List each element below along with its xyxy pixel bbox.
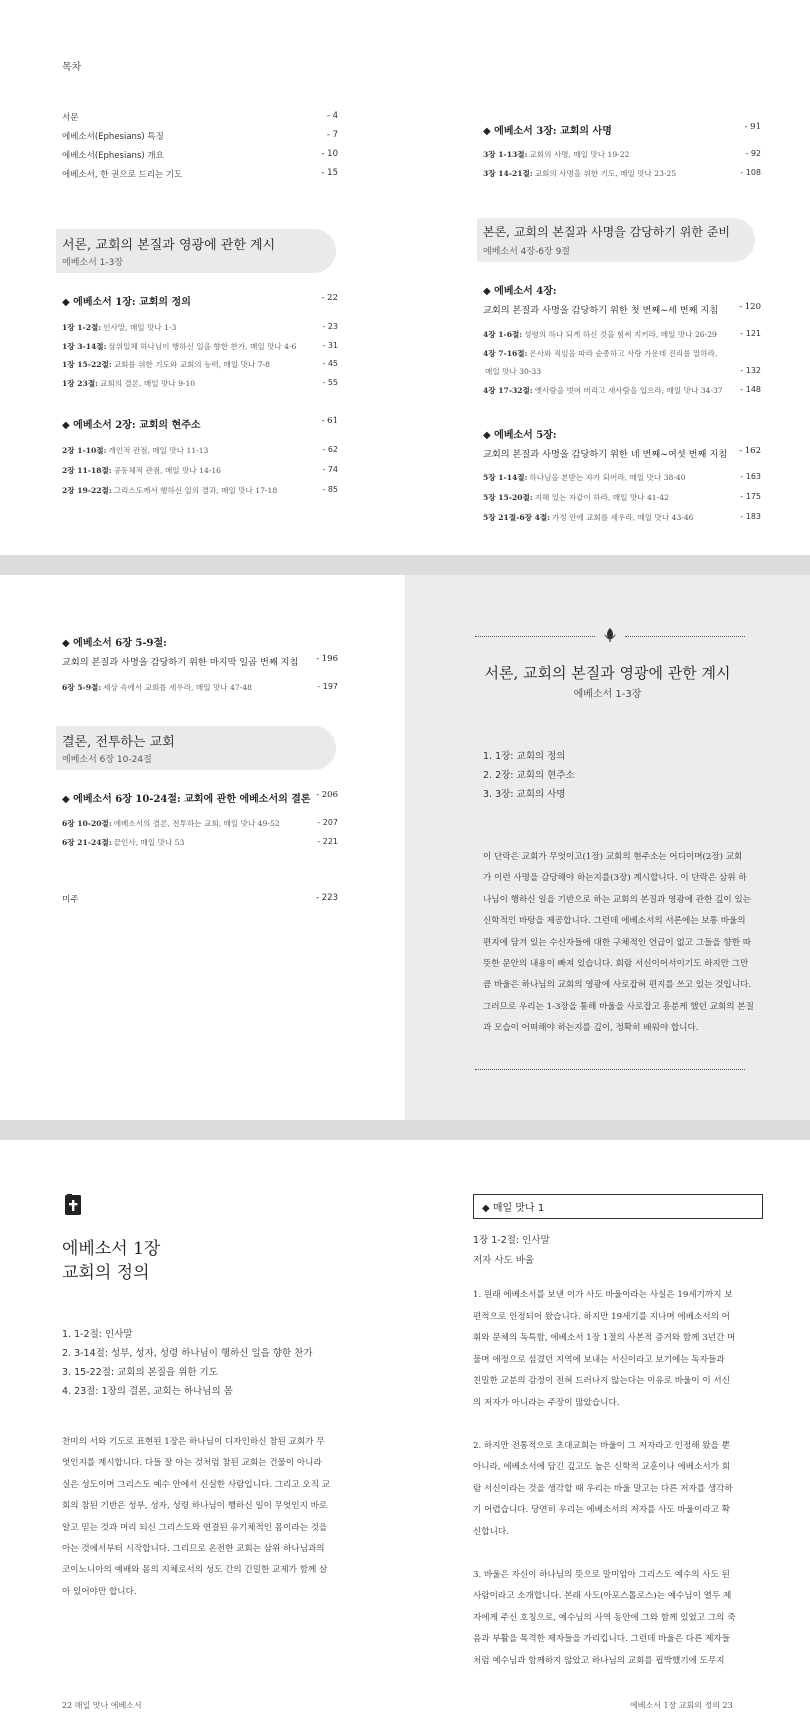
toc-front-item[interactable] — [62, 130, 338, 142]
toc-subitem-page: - 55 — [322, 377, 338, 387]
chapter1-list-item: 4. 23절: 1장의 결론, 교회는 하나님의 몸 — [62, 1386, 233, 1397]
toc-subitem-text: 공동체적 관점, 매일 맛나 14-16 — [113, 466, 222, 475]
toc-ch5-sub — [483, 446, 761, 460]
toc-subitem-text: 매일 맛나 30-33 — [485, 367, 542, 376]
toc-subitem-verse: 6장 21-24절: — [62, 838, 112, 847]
toc-front-item[interactable] — [62, 168, 338, 180]
toc-item-label: 에베소서, 한 권으로 드리는 기도 — [62, 170, 183, 180]
toc-subitem[interactable] — [62, 682, 338, 693]
intro-subtitle: 에베소서 1-3장 — [573, 689, 642, 700]
toc-subitem-verse: 1장 1-2절: — [62, 323, 102, 332]
toc-subitem-text: 교회의 결론, 매일 맛나 9-10 — [99, 378, 196, 388]
toc-subitem-verse: 2장 19-22절: — [62, 486, 112, 495]
toc-subitem-verse: 4장 17-32절: — [483, 385, 533, 395]
toc-subitem[interactable] — [483, 492, 761, 503]
body-line: 아니라, 에베소서에 담긴 깊고도 높은 신학적 교훈이나 에베소서가 회 — [473, 1462, 731, 1473]
toc-intro-spread — [0, 575, 810, 1120]
toc-subitem-text: 끝인사, 매일 맛나 53 — [113, 838, 185, 847]
toc-ch5-page: - 162 — [739, 446, 761, 456]
chapter1-title-line2: 교회의 정의 — [62, 1263, 150, 1283]
toc-subitem-verse: 3장 1-13절: — [483, 150, 528, 159]
body-line: 뜻한 문안의 내용이 빠져 있습니다. 회람 서신이어서이기도 하지만 그만 — [483, 959, 749, 970]
toc-subitem[interactable] — [62, 322, 338, 333]
footer-left: 22 매일 맛나 에베소서 — [62, 1701, 142, 1710]
toc-notes[interactable] — [62, 893, 338, 905]
part3-banner — [56, 726, 336, 770]
leaf-icon — [602, 627, 618, 643]
toc-subitem-verse: 5장 21절-6장 4절: — [483, 513, 551, 522]
toc-subitem-text: 교회를 위한 기도와 교회의 능력, 매일 맛나 7-8 — [113, 360, 270, 369]
body-line: 아는 것에서부터 시작합니다. 그리므로 온전한 교회는 삼위 하나님과의 — [62, 1544, 325, 1555]
body-line: 신학적인 바탕을 제공합니다. 그런데 에베소서의 서론에는 보통 바울의 — [483, 916, 746, 927]
toc-subitem-verse: 1장 23절: — [62, 378, 98, 388]
toc-subitem-page: - 108 — [740, 168, 761, 177]
body-line: 과 모습이 어떠해야 하는지를 깊이, 정확히 배워야 합니다. — [483, 1023, 699, 1034]
body-line: 알고 믿는 것과 머리 되신 그리스도와 연결된 유기체적인 몸이라는 것을 — [62, 1522, 328, 1533]
toc-subitem-label — [62, 682, 252, 693]
toc-subitem-page: - 221 — [317, 837, 338, 846]
body-line: 편지에 담겨 있는 수신자들에 대한 구체적인 언급이 없고 그들을 향한 따 — [483, 937, 752, 948]
chapter1-title-line1: 에베소서 1장 — [62, 1239, 161, 1259]
toc-ch4-page: - 120 — [739, 302, 761, 312]
toc-ch5-title: ◆ 에베소서 5장: — [483, 430, 557, 441]
body-line: 기 어렵습니다. 당연히 우리는 에베소서의 저자를 사도 바울이라고 확 — [473, 1505, 731, 1516]
toc-subitem-label — [483, 348, 717, 359]
body-line: 3. 바울은 자신이 하나님의 뜻으로 말미암아 그리스도 예수의 사도 된 — [473, 1569, 730, 1580]
toc-subitem[interactable] — [62, 465, 338, 476]
toc-subitem[interactable] — [62, 359, 338, 370]
toc-subitem-label — [483, 366, 541, 377]
toc-subitem-verse: 1장 3-14절: — [62, 341, 107, 351]
toc-item-page: - 4 — [326, 111, 338, 121]
toc-subitem-label — [62, 445, 208, 456]
toc-subitem-verse: 4장 7-16절: — [483, 348, 528, 358]
divider-left — [475, 636, 595, 637]
toc-subitem-verse: 2장 11-18절: — [62, 466, 112, 475]
toc-ch1-heading[interactable] — [62, 293, 338, 308]
toc-subitem[interactable] — [483, 512, 761, 523]
toc-subitem-verse: 5장 1-14절: — [483, 473, 528, 482]
toc-subitem-text: 옛사람을 벗어 버리고 새사람을 입으라, 매일 맛나 34-37 — [534, 385, 723, 395]
toc-item-page: - 10 — [321, 149, 338, 159]
manna-body — [473, 1285, 763, 1673]
toc-item-page: - 7 — [326, 130, 338, 140]
part1-subtitle: 에베소서 1-3장 — [62, 258, 124, 268]
body-line: 음과 부활을 목격한 제자들을 가리킵니다. 그런데 바울은 다른 제자들 — [473, 1634, 731, 1645]
toc-subitem[interactable] — [483, 329, 761, 340]
toc-ch6a-page: - 196 — [316, 654, 338, 664]
toc-subitem[interactable] — [483, 149, 761, 160]
toc-subitem-page: - 175 — [740, 492, 761, 501]
toc-ch6a-subtitle: 교회의 본질과 사명을 감당하기 위한 마지막 일곱 번째 지침 — [62, 657, 299, 668]
intro-page — [405, 575, 810, 1120]
toc-ch6b-heading[interactable] — [62, 790, 338, 805]
toc-subitem-label — [483, 472, 686, 483]
toc-subitem-text: 성령의 하나 되게 하신 것을 힘써 지키라, 매일 맛나 26-29 — [524, 330, 717, 339]
body-line: 실은 성도이며 그리스도 예수 안에서 신실한 사람입니다. 그리고 오직 교 — [62, 1479, 331, 1490]
body-line: 코이노니아의 예배와 몸의 지체로서의 성도 간의 긴밀한 교제가 함께 살 — [62, 1565, 328, 1576]
toc-subitem[interactable] — [483, 472, 761, 483]
part1-banner — [56, 229, 336, 273]
part2-banner — [477, 218, 755, 262]
toc-subitem[interactable] — [62, 818, 338, 829]
manna-heading: 저자 사도 바울 — [473, 1255, 535, 1266]
intro-list — [483, 747, 575, 804]
toc-subitem-label — [62, 465, 221, 476]
toc-ch4-title: ◆ 에베소서 4장: — [483, 286, 557, 297]
toc-subitem-page: - 197 — [317, 682, 338, 691]
toc-ch4-heading[interactable] — [483, 282, 761, 297]
body-line: 사람이라고 소개합니다. 본래 사도(아포스톨로스)는 예수님이 열두 제 — [473, 1591, 732, 1602]
toc-ch4-subtitle: 교회의 본질과 사명을 감당하기 위한 첫 번째~세 번째 지침 — [483, 305, 719, 316]
toc-ch2-title: ◆ 에베소서 2장: 교회의 현주소 — [62, 420, 201, 431]
chapter1-list-item: 2. 3-14절: 성부, 성자, 성령 하나님이 행하신 일을 향한 찬가 — [62, 1348, 313, 1359]
toc-left-page-2 — [0, 575, 405, 1120]
toc-subitem[interactable] — [62, 485, 338, 496]
toc-subitem-page: - 121 — [740, 329, 761, 338]
chapter1-list-item: 1. 1-2절: 인사말 — [62, 1329, 133, 1340]
toc-subitem-text: 삼위일체 하나님이 행하신 일을 향한 찬가, 매일 맛나 4-6 — [108, 341, 297, 351]
body-line: 아 있어야만 합니다. — [62, 1586, 137, 1597]
toc-subitem-text: 인사말, 매일 맛나 1-3 — [103, 323, 177, 332]
body-line: 2. 하지만 전통적으로 초대교회는 바울이 그 저자라고 인정해 왔을 뿐 — [473, 1440, 730, 1451]
body-line: 1. 원래 에베소서를 보낸 이가 사도 바울이라는 사실은 19세기까지 보 — [473, 1290, 733, 1300]
toc-notes-page: - 223 — [316, 893, 338, 903]
body-line: 물며 애정으로 섬겼던 지역에 보내는 서신이라고 보기에는 독자들과 — [473, 1354, 725, 1365]
toc-subitem-page: - 163 — [740, 472, 761, 481]
toc-subitem-verse: 2장 1-10절: — [62, 446, 107, 455]
toc-ch6a-heading[interactable] — [62, 634, 338, 649]
chapter1-spread — [0, 1140, 810, 1728]
body-line — [473, 1544, 763, 1565]
toc-subitem-page: - 62 — [322, 445, 338, 454]
toc-subitem-text: 세상 속에서 교회를 세우라, 매일 맛나 47-48 — [103, 683, 252, 692]
part3-subtitle: 에베소서 6장 10-24절 — [62, 755, 152, 765]
footer-right: 에베소서 1장 교회의 정의 23 — [630, 1701, 733, 1710]
toc-subitem-text: 에베소서의 결론, 전투하는 교회, 매일 맛나 49-52 — [113, 819, 280, 828]
body-line — [473, 1415, 763, 1436]
toc-subitem-page: - 45 — [322, 359, 338, 368]
toc-subitem-page: - 85 — [322, 485, 338, 494]
toc-item-label: 에베소서(Ephesians) 개요 — [62, 151, 164, 161]
body-line: 나님이 행하신 일을 기반으로 하는 교회의 본질과 영광에 관한 깊이 있는 — [483, 894, 752, 905]
toc-spread — [0, 0, 810, 555]
toc-subitem-page: - 207 — [317, 818, 338, 827]
body-line: 처럼 예수님과 함께하지 않았고 하나님의 교회를 핍박했기에 도무지 — [473, 1655, 725, 1666]
toc-ch1-title: ◆ 에베소서 1장: 교회의 정의 — [62, 297, 191, 308]
part2-subtitle: 에베소서 4장-6장 9절 — [483, 247, 571, 257]
toc-ch4-sub — [483, 302, 761, 316]
toc-subitem[interactable] — [483, 385, 761, 396]
toc-subitem[interactable] — [62, 378, 338, 389]
part2-title: 본론, 교회의 본질과 사명을 감당하기 위한 준비 — [483, 225, 730, 239]
toc-subitem-text: 은사와 직임을 따라 순종하고 사랑 가운데 진리를 말하라, — [529, 348, 718, 358]
toc-ch3-title: ◆ 에베소서 3장: 교회의 사명 — [483, 126, 612, 137]
body-line: 람 서신이라는 것을 생각할 때 우리는 바울 말고는 다른 저자를 생각하 — [473, 1483, 733, 1494]
toc-front-item[interactable] — [62, 149, 338, 161]
toc-subitem-text: 개인적 관점, 매일 맛나 11-13 — [108, 446, 209, 455]
body-line: 회의 참된 기반은 성부, 성자, 성령 하나님이 행하신 일이 무엇인지 바로 — [62, 1501, 328, 1512]
toc-item-page: - 15 — [321, 168, 338, 178]
toc-subitem-label — [483, 492, 669, 503]
toc-subitem-page: - 132 — [740, 366, 761, 375]
body-line: 의 저자가 아니라는 주장이 많았습니다. — [473, 1397, 620, 1408]
part1-title: 서론, 교회의 본질과 영광에 관한 계시 — [62, 238, 276, 253]
toc-subitem-page: - 31 — [322, 340, 338, 350]
toc-notes-label: 미주 — [62, 895, 79, 905]
toc-subitem[interactable] — [483, 366, 761, 377]
toc-subitem[interactable] — [483, 348, 761, 359]
toc-subitem-page: - 74 — [322, 465, 338, 474]
toc-subitem-label — [483, 149, 629, 160]
manna-box-label: ◆ 매일 맛나 1 — [473, 1194, 763, 1219]
chapter1-page — [0, 1140, 405, 1728]
toc-subitem-text: 그리스도께서 행하신 일의 결과, 매일 맛나 17-18 — [113, 486, 278, 495]
toc-subitem-label — [62, 341, 296, 352]
toc-subitem[interactable] — [483, 168, 761, 179]
toc-ch6a-title: ◆ 에베소서 6장 5-9절: — [62, 638, 167, 649]
toc-subitem-verse: 3장 14-21절: — [483, 169, 533, 178]
intro-title: 서론, 교회의 본질과 영광에 관한 계시 — [484, 664, 731, 682]
chapter1-list — [62, 1325, 313, 1401]
toc-ch6b-page: - 206 — [316, 790, 338, 800]
chapter1-list-item: 3. 15-22절: 교회의 본질을 위한 기도 — [62, 1367, 218, 1378]
manna-page — [405, 1140, 810, 1728]
toc-ch5-heading[interactable] — [483, 426, 761, 441]
toc-subitem-text: 하나님을 본받는 자가 되어라, 매일 맛나 38-40 — [529, 473, 686, 482]
toc-subitem-label — [483, 168, 676, 179]
toc-subitem-label — [62, 359, 270, 370]
body-line: 휘와 문체의 독특함, 에베소서 1장 1절의 사본적 증거와 함께 3년간 머 — [473, 1333, 736, 1344]
body-line: 자에게 주신 호칭으로, 예수님의 사역 동안에 그와 함께 있었고 그의 죽 — [473, 1612, 736, 1623]
toc-subitem-text: 교회의 사명, 매일 맛나 19-22 — [529, 150, 630, 159]
body-line: 그러므로 우리는 1-3장을 통해 바울을 사로잡고 흥분케 했던 교회의 본질 — [483, 1001, 754, 1012]
toc-subitem-text: 지혜 있는 자같이 하라, 매일 맛나 41-42 — [534, 493, 669, 502]
bible-icon — [64, 1194, 82, 1216]
toc-subitem-text: 가정 안에 교회를 세우라, 매일 맛나 43-46 — [552, 513, 694, 522]
body-line: 찬미의 서와 기도로 표현된 1장은 하나님이 디자인하신 참된 교회가 무 — [62, 1437, 325, 1447]
toc-subitem-verse: 5장 15-20절: — [483, 493, 533, 502]
toc-ch6a-sub — [62, 654, 338, 668]
toc-header: 목차 — [62, 62, 82, 73]
body-line: 엇인지를 계시합니다. 다들 잘 아는 것처럼 참된 교회는 건물이 아니라 — [62, 1458, 322, 1469]
toc-subitem-page: - 92 — [745, 149, 761, 158]
toc-subitem-label — [62, 322, 176, 333]
part3-title: 결론, 전투하는 교회 — [62, 735, 175, 750]
chapter1-body — [62, 1432, 362, 1603]
toc-subitem-verse: 4장 1-6절: — [483, 330, 523, 339]
toc-subitem[interactable] — [62, 837, 338, 848]
intro-list-item: 2. 2장: 교회의 현주소 — [483, 770, 575, 781]
toc-subitem-verse: 6장 10-20절: — [62, 819, 112, 828]
toc-subitem-label — [483, 329, 717, 340]
toc-subitem-label — [483, 385, 723, 396]
toc-ch2-page: - 61 — [321, 416, 338, 426]
toc-ch6b-title: ◆ 에베소서 6장 10-24절: 교회에 관한 에베소서의 결론 — [62, 794, 311, 805]
toc-ch2-heading[interactable] — [62, 416, 338, 431]
toc-subitem-text: 교회의 사명을 위한 기도, 매일 맛나 23-25 — [534, 169, 677, 178]
toc-subitem[interactable] — [62, 341, 338, 352]
toc-subitem-verse: 1장 15-22절: — [62, 360, 112, 369]
intro-list-item: 3. 3장: 교회의 사명 — [483, 789, 566, 800]
toc-left-page — [0, 0, 405, 555]
intro-list-item: 1. 1장: 교회의 정의 — [483, 751, 566, 762]
toc-subitem-verse: 6장 5-9절: — [62, 683, 102, 692]
divider-bottom — [475, 1069, 745, 1070]
toc-subitem-label — [62, 837, 184, 848]
manna-verse: 1장 1-2절: 인사말 — [473, 1235, 550, 1246]
body-line: 큼 바울은 하나님의 교회의 영광에 사로잡혀 편지를 쓰고 있는 것입니다. — [483, 980, 752, 991]
toc-ch5-subtitle: 교회의 본질과 사명을 감당하기 위한 네 번째~여섯 번째 지침 — [483, 449, 728, 460]
toc-subitem-page: - 148 — [740, 384, 761, 394]
toc-item-label: 에베소서(Ephesians) 특징 — [62, 132, 164, 142]
toc-front-item[interactable] — [62, 111, 338, 123]
toc-item-label: 서문 — [62, 113, 79, 123]
toc-subitem-label — [62, 485, 277, 496]
toc-ch1-page: - 22 — [321, 293, 338, 303]
toc-right-page — [405, 0, 810, 555]
intro-body — [483, 847, 783, 1040]
toc-ch3-heading[interactable] — [483, 122, 761, 137]
body-line: 가 이런 사명을 감당해야 하는지를(3장) 계시합니다. 이 단락은 삼위 하 — [483, 873, 747, 884]
toc-subitem-label — [62, 818, 280, 829]
body-line: 친밀한 교분의 감정이 전혀 드러나지 않는다는 이유로 바울이 이 서신 — [473, 1376, 731, 1387]
toc-subitem-page: - 183 — [740, 512, 761, 521]
toc-subitem-page: - 23 — [322, 322, 338, 331]
body-line: 신합니다. — [473, 1526, 509, 1537]
toc-subitem-label — [483, 512, 694, 523]
toc-ch3-page: - 91 — [744, 122, 761, 132]
toc-subitem-label — [62, 378, 195, 389]
body-line: 편적으로 인정되어 왔습니다. 하지만 19세기를 지나며 에베소서의 어 — [473, 1311, 730, 1322]
toc-subitem[interactable] — [62, 445, 338, 456]
divider-right — [625, 636, 745, 637]
body-line: 이 단락은 교회가 무엇이고(1장) 교회의 현주소는 어디이며(2장) 교회 — [483, 852, 743, 862]
